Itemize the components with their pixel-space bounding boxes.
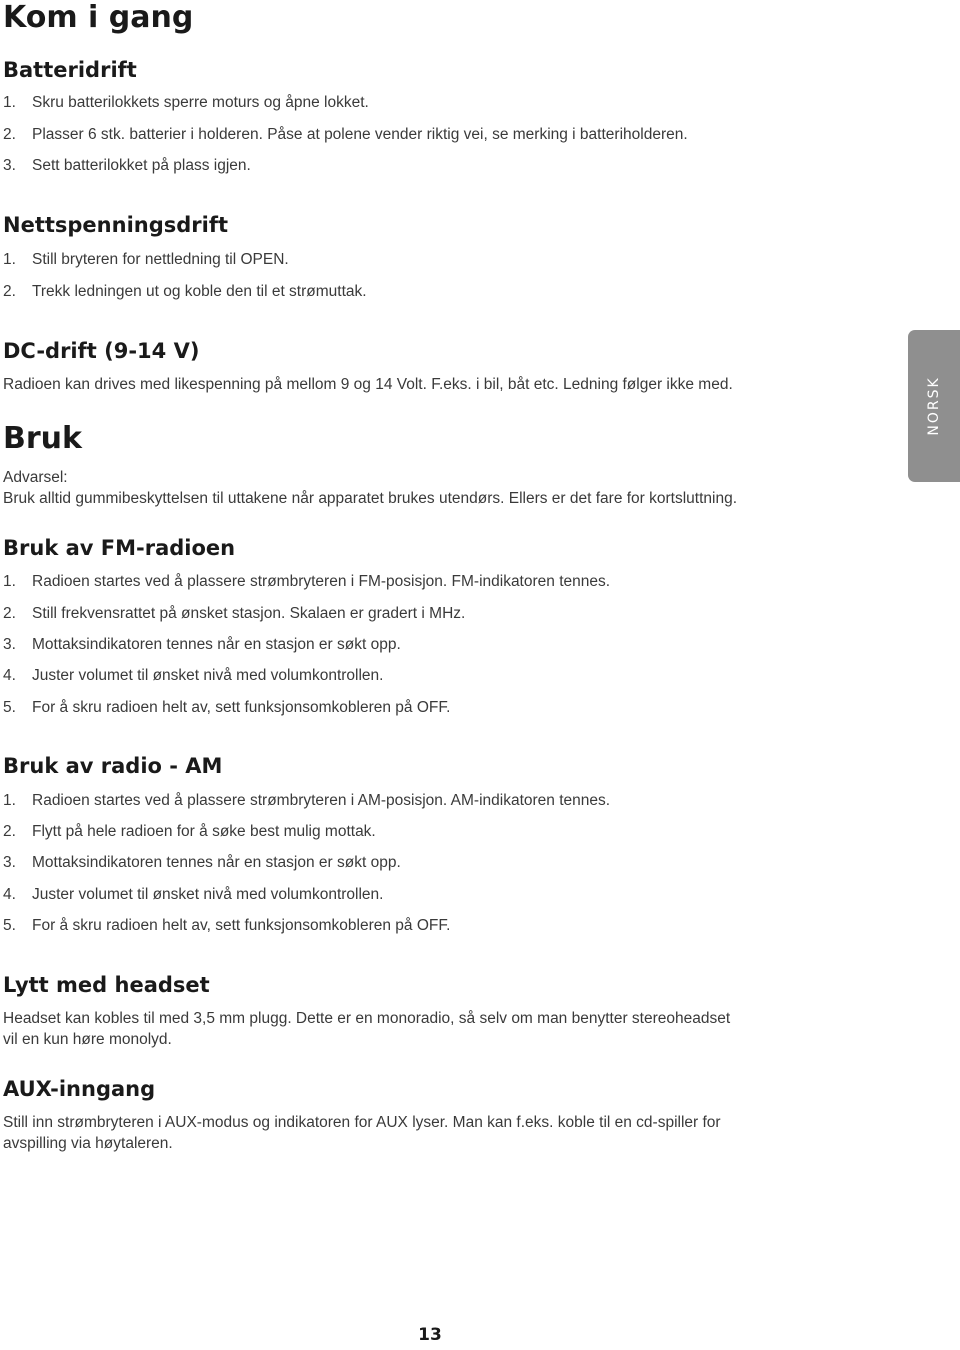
list-number: 5. <box>3 917 16 934</box>
list-text: Radioen startes ved å plassere strømbryteren i AM-posisjon. AM-indikatoren tennes. <box>32 792 611 809</box>
language-tab-label: NORSK <box>926 376 942 436</box>
list-text: Still frekvensrattet på ønsket stasjon. Skalaen er gradert i MHz. <box>32 605 466 622</box>
list-item <box>3 92 369 113</box>
list-text: Juster volumet til ønsket nivå med volumkontrollen. <box>32 667 384 684</box>
list-text: Radioen startes ved å plassere strømbryteren i FM-posisjon. FM-indikatoren tennes. <box>32 573 611 590</box>
list-text: Trekk ledningen ut og koble den til et strømuttak. <box>32 283 367 300</box>
list-item <box>3 155 251 176</box>
section-heading-mains: Nettspenningsdrift <box>3 213 229 237</box>
list-number: 3. <box>3 854 16 871</box>
list-text: For å skru radioen helt av, sett funksjonsomkobleren på OFF. <box>32 917 451 934</box>
list-number: 5. <box>3 699 16 716</box>
section-heading-dc: DC-drift (9-14 V) <box>3 339 200 363</box>
warning-text: Bruk alltid gummibeskyttelsen til uttakene når apparatet brukes utendørs. Ellers er det fare for kortsluttning. <box>3 490 738 507</box>
list-text: Flytt på hele radioen for å søke best mulig mottak. <box>32 823 376 840</box>
page-number: 13 <box>418 1325 442 1345</box>
section-heading-headset: Lytt med headset <box>3 973 210 997</box>
list-text: Skru batterilokkets sperre moturs og åpne lokket. <box>32 94 369 111</box>
list-number: 2. <box>3 823 16 840</box>
list-text: For å skru radioen helt av, sett funksjonsomkobleren på OFF. <box>32 699 451 716</box>
warning-label: Advarsel: <box>3 469 68 486</box>
list-item <box>3 821 376 842</box>
list-number: 1. <box>3 573 16 590</box>
list-text: Mottaksindikatoren tennes når en stasjon er søkt opp. <box>32 854 401 871</box>
list-number: 1. <box>3 792 16 809</box>
section-heading-battery: Batteridrift <box>3 58 137 82</box>
list-item <box>3 790 610 811</box>
list-item <box>3 884 383 905</box>
list-number: 1. <box>3 94 16 111</box>
list-text: Juster volumet til ønsket nivå med volumkontrollen. <box>32 886 384 903</box>
list-number: 3. <box>3 636 16 653</box>
list-item <box>3 281 367 302</box>
list-number: 2. <box>3 605 16 622</box>
list-text: Plasser 6 stk. batterier i holderen. Påse at polene vender riktig vei, se merking i batteriholderen. <box>32 126 688 143</box>
list-number: 1. <box>3 251 16 268</box>
headset-text-line: Headset kan kobles til med 3,5 mm plugg. Dette er en monoradio, så selv om man benytter stereoheadset <box>3 1010 731 1027</box>
section-heading-aux: AUX-inngang <box>3 1077 156 1101</box>
section-heading-am: Bruk av radio - AM <box>3 754 223 778</box>
dc-description: Radioen kan drives med likespenning på mellom 9 og 14 Volt. F.eks. i bil, båt etc. Ledning følger ikke med. <box>3 376 733 393</box>
list-number: 2. <box>3 283 16 300</box>
section-heading-use: Bruk <box>3 421 82 456</box>
section-heading-fm: Bruk av FM-radioen <box>3 536 236 560</box>
headset-text-line: vil en kun høre monolyd. <box>3 1031 172 1048</box>
list-item <box>3 603 465 624</box>
language-tab <box>908 330 960 482</box>
aux-text-line: Still inn strømbryteren i AUX-modus og indikatoren for AUX lyser. Man kan f.eks. koble til en cd-spiller for <box>3 1114 721 1131</box>
list-item <box>3 852 401 873</box>
list-number: 4. <box>3 667 16 684</box>
list-text: Mottaksindikatoren tennes når en stasjon er søkt opp. <box>32 636 401 653</box>
list-item <box>3 124 688 145</box>
list-text: Still bryteren for nettledning til OPEN. <box>32 251 289 268</box>
list-number: 3. <box>3 157 16 174</box>
list-item <box>3 249 289 270</box>
list-number: 2. <box>3 126 16 143</box>
page-title: Kom i gang <box>3 0 194 35</box>
list-item <box>3 915 450 936</box>
list-item <box>3 665 383 686</box>
list-item <box>3 697 450 718</box>
list-item <box>3 571 610 592</box>
aux-text-line: avspilling via høytaleren. <box>3 1135 173 1152</box>
list-number: 4. <box>3 886 16 903</box>
list-item <box>3 634 401 655</box>
list-text: Sett batterilokket på plass igjen. <box>32 157 251 174</box>
